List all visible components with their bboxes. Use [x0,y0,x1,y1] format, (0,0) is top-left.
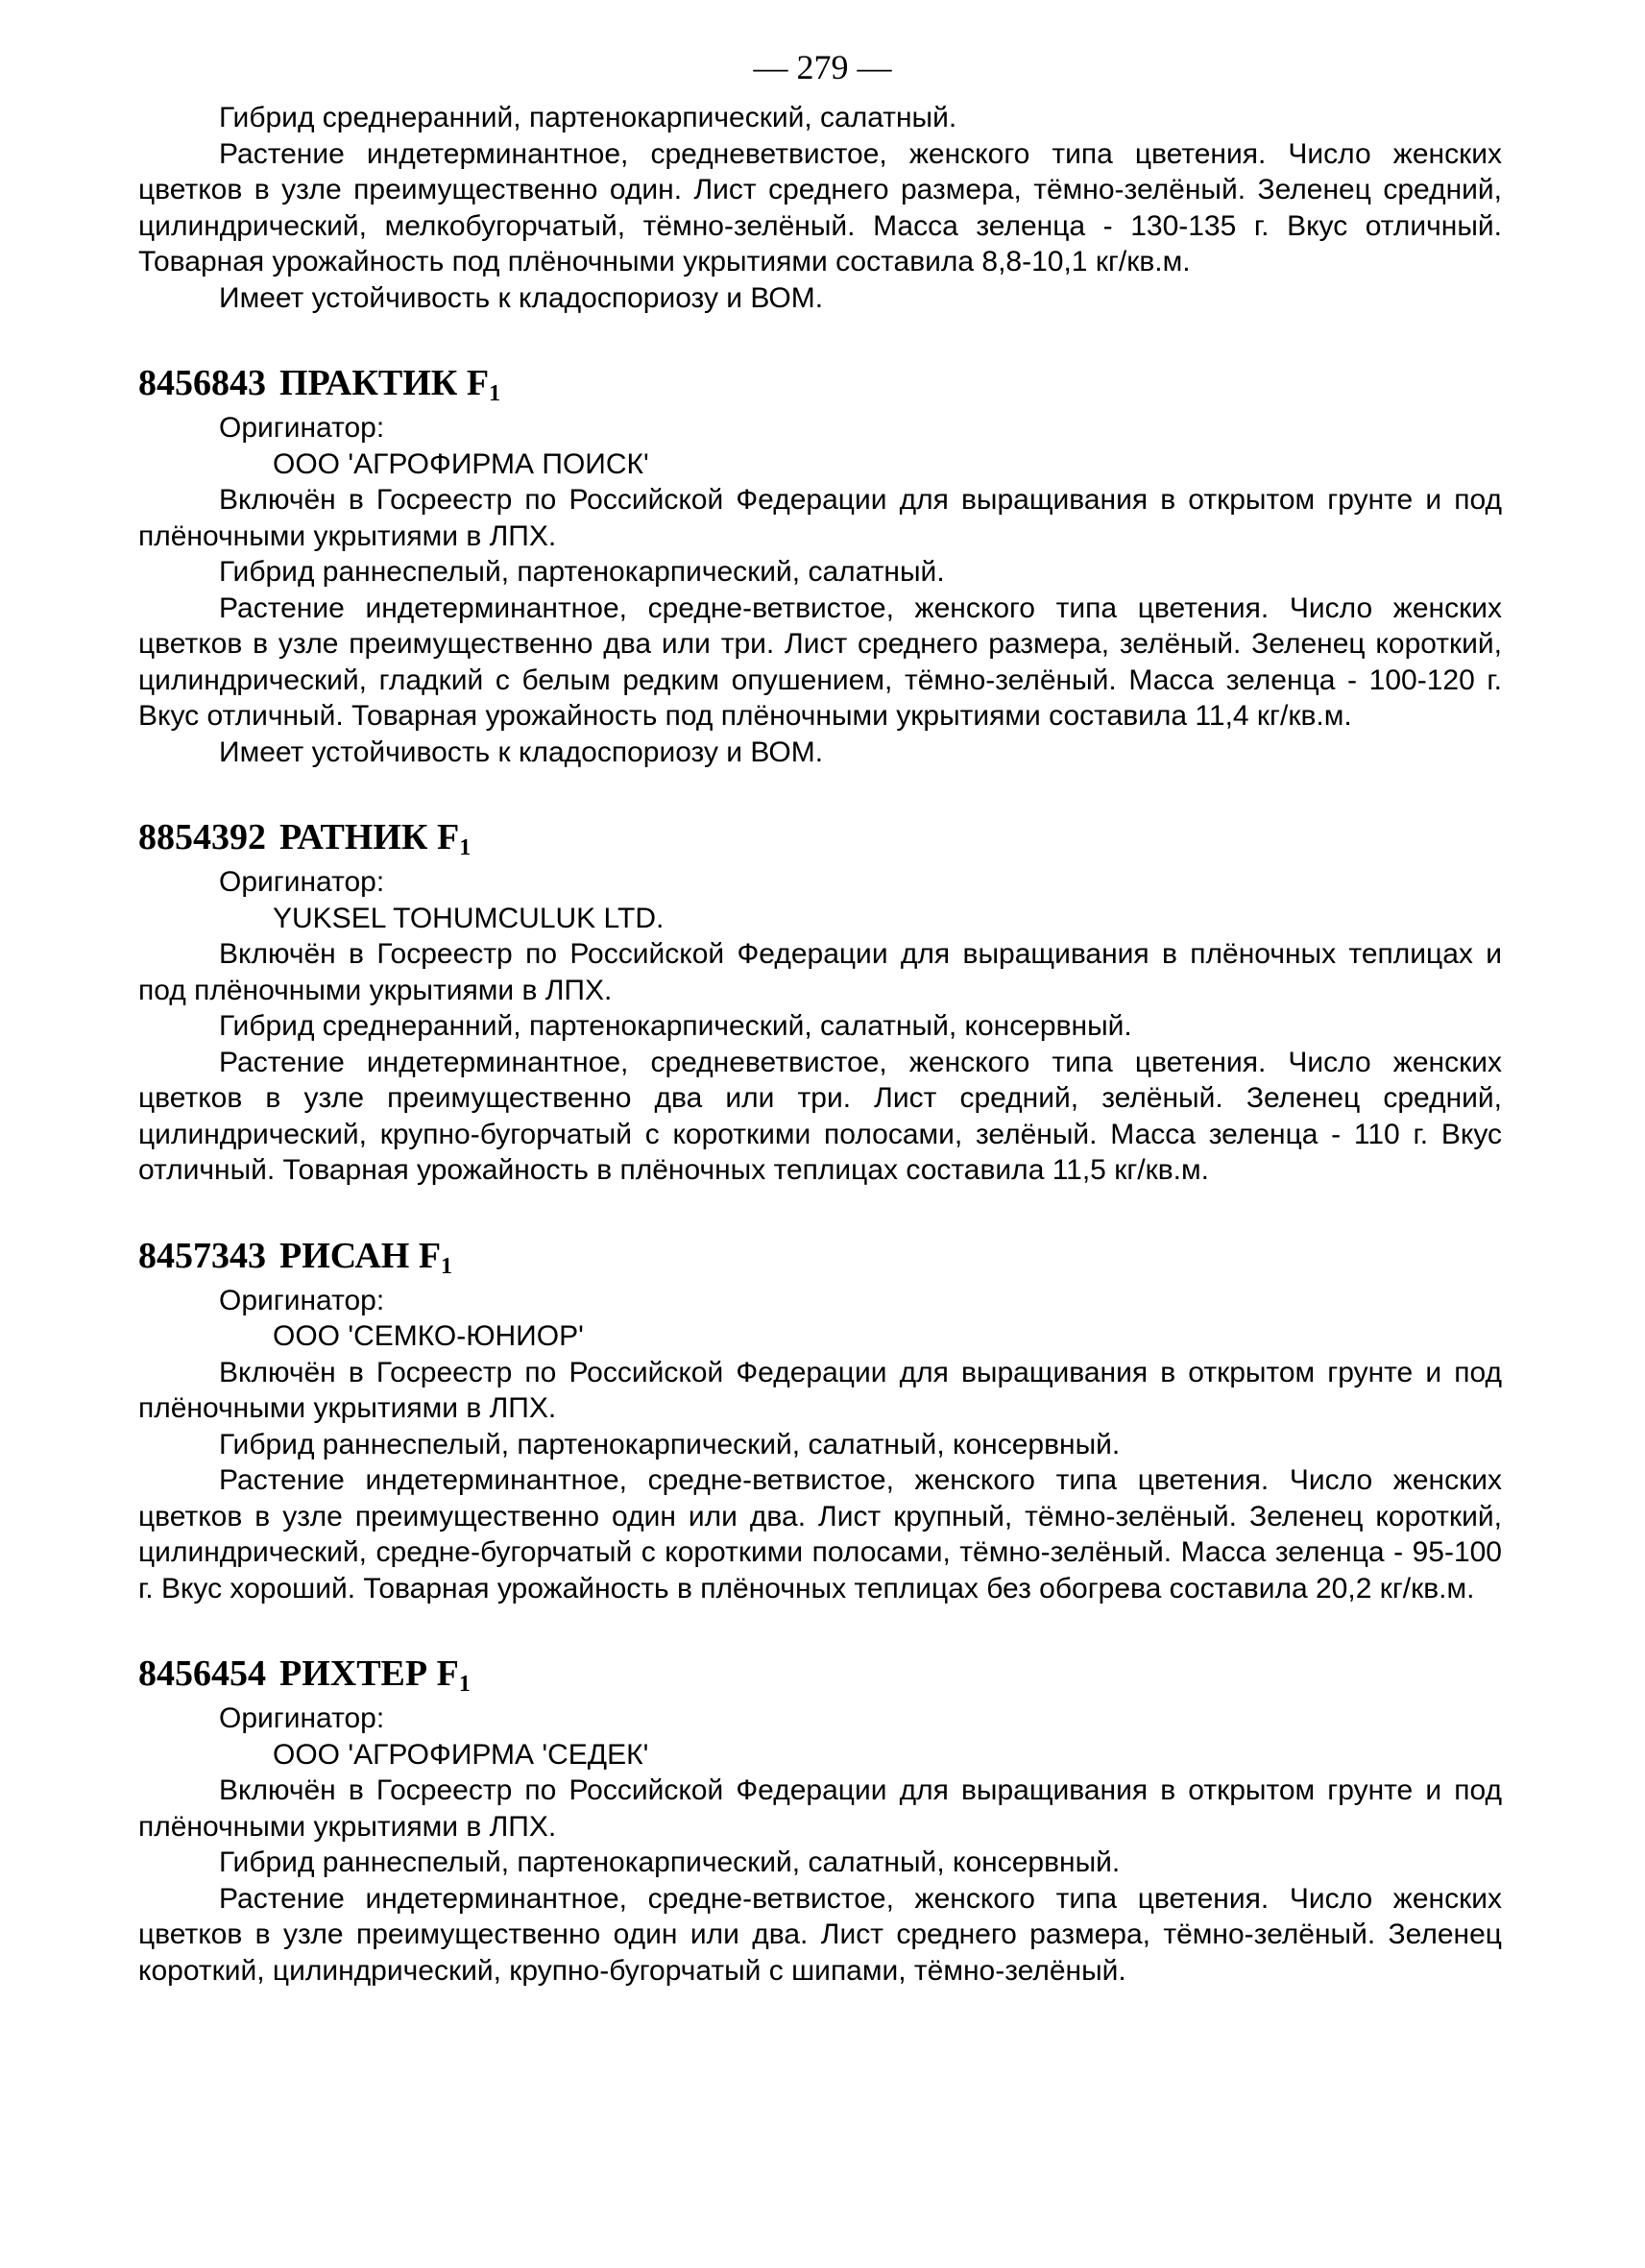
variety-subscript: 1 [489,381,501,406]
hybrid-type: Гибрид среднеранний, партенокарпический, салатный. [219,102,957,133]
variety-heading [138,814,1502,860]
page-content [138,100,1502,1989]
hybrid-type: Гибрид раннеспелый, партенокарпический, салатный, консервный. [219,1846,1121,1878]
originator-name: ООО 'СЕМКО-ЮНИОР' [273,1320,584,1352]
variety-name: ПРАКТИК F [279,363,490,403]
originator-name: ООО 'АГРОФИРМА 'СЕДЕК' [273,1738,649,1771]
variety-code: 8456454 [138,1653,266,1694]
originator-name: ООО 'АГРОФИРМА ПОИСК' [273,447,649,480]
variety-heading [138,1651,1502,1697]
variety-entry [138,1651,1502,1989]
variety-code: 8457343 [138,1235,266,1276]
registry-note: Включён в Госреестр по Российской Федерации для выращивания в открытом грунте и под плёночными укрытиями в ЛПХ. [138,1774,1502,1843]
registry-note: Включён в Госреестр по Российской Федерации для выращивания в открытом грунте и под плёночными укрытиями в ЛПХ. [138,484,1502,552]
resistance-note: Имеет устойчивость к кладоспориозу и ВОМ. [219,736,824,768]
variety-subscript: 1 [458,1672,471,1697]
originator-label: Оригинатор: [219,866,385,898]
variety-entry [138,814,1502,1189]
registry-note: Включён в Госреестр по Российской Федерации для выращивания в плёночных теплицах и под плёночными укрытиями в ЛПХ. [138,938,1502,1006]
variety-name: РИХТЕР F [279,1653,459,1694]
resistance-note: Имеет устойчивость к кладоспориозу и ВОМ. [219,281,824,314]
variety-subscript: 1 [441,1253,453,1279]
intro-continuation [138,100,1502,316]
variety-heading [138,360,1502,406]
originator-label: Оригинатор: [219,412,385,444]
registry-note: Включён в Госреестр по Российской Федерации для выращивания в открытом грунте и под плёночными укрытиями в ЛПХ. [138,1356,1502,1424]
variety-name: РИСАН F [279,1235,442,1276]
hybrid-type: Гибрид раннеспелый, партенокарпический, салатный, консервный. [219,1428,1121,1460]
page-number: — 279 — [753,48,892,86]
variety-entry [138,1233,1502,1607]
hybrid-type: Гибрид среднеранний, партенокарпический, салатный, консервный. [219,1010,1132,1042]
variety-code: 8456843 [138,363,266,403]
variety-name: РАТНИК F [279,817,460,857]
originator-label: Оригинатор: [219,1284,385,1316]
plant-description: Растение индетерминантное, средневетвистое, женского типа цветения. Число женских цветков в узле преимущественно два или три. Лист средний, зелёный. Зеленец средний, цилиндрический, крупно-бугорчатый с короткими полосами, зелёный. Масса зеленца - 110 г. Вкус отличный. Товарная урожайность в плёночных теплицах составила 11,5 кг/кв.м. [138,1046,1502,1186]
variety-entry [138,360,1502,770]
variety-heading [138,1233,1502,1279]
plant-description: Растение индетерминантное, средне-ветвистое, женского типа цветения. Число женских цветков в узле преимущественно два или три. Лист среднего размера, зелёный. Зеленец короткий, цилиндрический, гладкий с белым редким опушением, тёмно-зелёный. Масса зеленца - 100-120 г. Вкус отличный. Товарная урожайность под плёночными укрытиями составила 11,4 кг/кв.м. [138,591,1502,732]
variety-code: 8854392 [138,817,266,857]
hybrid-type: Гибрид раннеспелый, партенокарпический, салатный. [219,556,945,588]
originator-name: YUKSEL TOHUMCULUK LTD. [273,902,665,934]
originator-label: Оригинатор: [219,1702,385,1734]
variety-subscript: 1 [459,835,472,860]
plant-description: Растение индетерминантное, средне-ветвистое, женского типа цветения. Число женских цветков в узле преимущественно один или два. Лист среднего размера, тёмно-зелёный. Зеленец короткий, цилиндрический, крупно-бугорчатый с шипами, тёмно-зелёный. [138,1882,1502,1987]
plant-description: Растение индетерминантное, средне-ветвистое, женского типа цветения. Число женских цветков в узле преимущественно один или два. Лист крупный, тёмно-зелёный. Зеленец короткий, цилиндрический, средне-бугорчатый с короткими полосами, тёмно-зелёный. Масса зеленца - 95-100 г. Вкус хороший. Товарная урожайность в плёночных теплицах без обогрева составила 20,2 кг/кв.м. [138,1464,1502,1604]
plant-description: Растение индетерминантное, средневетвистое, женского типа цветения. Число женских цветков в узле преимущественно один. Лист среднего размера, тёмно-зелёный. Зеленец средний, цилиндрический, мелкобугорчатый, тёмно-зелёный. Масса зеленца - 130-135 г. Вкус отличный. Товарная урожайность под плёночными укрытиями составила 8,8-10,1 кг/кв.м. [138,137,1502,277]
